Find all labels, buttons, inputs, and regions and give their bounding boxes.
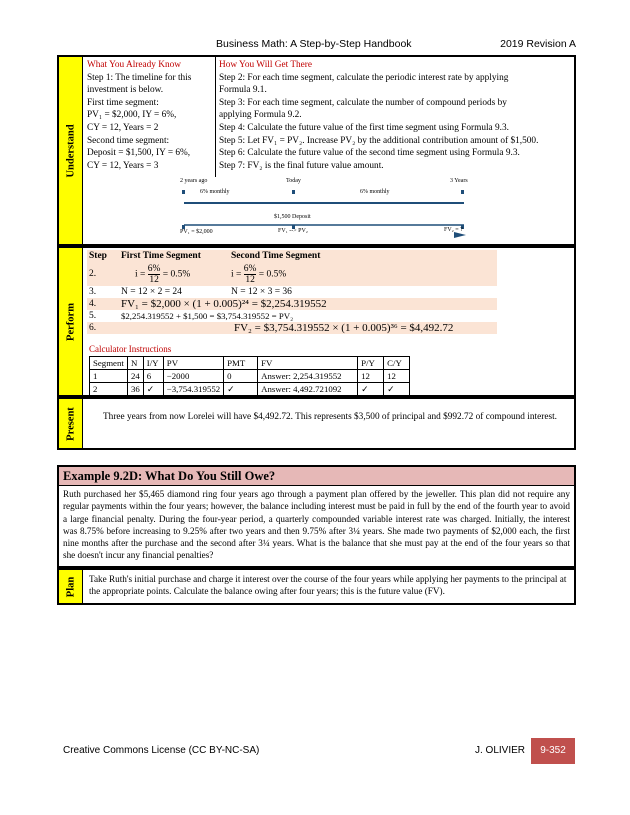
calc-cell: 0 [224,370,258,383]
calc-header: P/Y [358,357,384,370]
license: Creative Commons License (CC BY-NC-SA) [63,745,260,756]
col-step: Step [87,250,119,262]
col-first: First Time Segment [119,250,229,262]
calc-row [90,370,410,383]
known-line: CY = 12, Years = 2 [87,122,159,133]
method-line: Step 2: For each time segment, calculate the periodic interest rate by applying [219,72,509,83]
present-section [57,397,576,450]
author: J. OLIVIER [475,745,526,756]
tick-today [292,190,295,194]
page-number: 9-352 [531,738,575,764]
calc-row [90,383,410,396]
calc-cell: Answer: 4,492.721092 [258,383,358,396]
known-lines [87,72,213,173]
method-line: Step 7: FV₂ is the final future value amount. [219,160,384,171]
calc-title: Calculator Instructions [89,344,172,354]
book-title: Business Math: A Step-by-Step Handbook [216,38,412,50]
calc-cell: 12 [358,370,384,383]
tl-rate2: 6% monthly [360,189,390,195]
tick-start [182,190,185,194]
col-second: Second Time Segment [229,250,497,262]
known-line: Second time segment: [87,135,170,146]
step3-first: N = 12 × 2 = 24 [121,287,182,297]
page-header [216,38,576,50]
known-line: CY = 12, Years = 3 [87,160,159,171]
calc-header: I/Y [143,357,163,370]
calc-cell: 36 [128,383,144,396]
timeline-diagram [174,177,474,245]
calc-header: Segment [90,357,128,370]
calc-cell: Answer: 2,254.319552 [258,370,358,383]
known-column [87,59,213,172]
tl-today: Today [286,178,301,184]
tl-deposit: $1,500 Deposit [274,214,311,220]
plan-text: Take Ruth's initial purchase and charge it interest over the course of the four years while applying her payments to the principal at the appropriate points. Calculate the balance owing after four years; this is the future value (FV). [89,574,567,597]
tl-start: 2 years ago [180,178,208,184]
perform-section [57,246,576,397]
method-column [219,59,574,172]
step3-second: N = 12 × 3 = 36 [231,287,292,297]
tl-end: 3 Years [450,178,468,184]
calc-cell: 24 [128,370,144,383]
calc-cell: 12 [384,370,410,383]
present-text: Three years from now Lorelei will have $4,492.72. This represents $3,500 of principal and $992.72 of compound interest. [103,412,557,422]
present-label: Present [59,399,83,448]
calc-cell: 1 [90,370,128,383]
example-title: Example 9.2D: What Do You Still Owe? [59,467,574,486]
example-body: Ruth purchased her $5,465 diamond ring four years ago through a payment plan offered by the jeweller. This plan did not require any regular payments within the four years; however, the balance including interest must be paid in full by the end of the fourth year to avoid a large financial penalty. During the four-year period, a quarterly compounded variable interest rate was charged. Initially, the interest was 8.75% before increasing to 9.25% after two years and then 9.75% after 3¼ years. She made two payments of $2,000 each, the first nine months after the purchase and the second after 3¼ years. What is the balance that she must pay at the end of the four years so that she doesn't incur any financial penalties? [63,489,570,561]
tl-rate1: 6% monthly [200,189,230,195]
step2-first: i = $\frac{6\%}{12}$ = 0.5% [119,262,229,286]
calc-header: FV [258,357,358,370]
step-row-3: 3. N = 12 × 2 = 24 N = 12 × 3 = 36 [87,286,497,298]
example-box [57,465,576,568]
calculator-table [89,356,410,396]
perform-label: Perform [59,248,83,395]
step2-second: i = $\frac{6\%}{12}$ = 0.5% [229,262,497,286]
method-line: Step 6: Calculate the future value of the second time segment using Formula 9.3. [219,148,520,159]
calc-cell: 6 [143,370,163,383]
step6-formula: FV₂ = $3,754.319552 × (1 + 0.005)³⁶ = $4,492.72 [119,322,497,334]
method-heading: How You Will Get There [219,60,313,70]
known-line: Deposit = $1,500, IY = 6%, [87,148,191,159]
tl-fv2: FV₂ = ? [444,227,463,233]
calc-cell: ✓ [384,383,410,396]
tl-pv1: PV₁ = $2,000 [180,229,213,235]
method-lines [219,72,574,173]
plan-label: Plan [59,570,83,603]
method-line: Formula 9.1. [219,85,267,96]
method-line: Step 4: Calculate the future value of the first time segment using Formula 9.3. [219,122,509,133]
known-line: First time segment: [87,97,159,108]
step5-formula: $2,254.319552 + $1,500 = $3,754.319552 = PV₂ [121,311,294,321]
step-row-2: 2. i = $\frac{6\%}{12}$ = 0.5% i = $\frac{6\%}{12}$ = 0.5% [87,262,497,286]
step-row-6: 6. FV₂ = $3,754.319552 × (1 + 0.005)³⁶ = $4,492.72 [87,322,497,334]
calc-cell: ✓ [143,383,163,396]
step4-formula: FV₁ = $2,000 × (1 + 0.005)²⁴ = $2,254.319552 [119,298,497,310]
calc-cell: −2000 [163,370,223,383]
method-line: applying Formula 9.2. [219,110,302,121]
revision: 2019 Revision A [500,38,576,50]
calc-header: N [128,357,144,370]
timeline [174,177,474,245]
tl-fv1pv2: FV₁ --> PV₂ [278,228,308,234]
understand-section [57,55,576,246]
known-line: Step 1: The timeline for this [87,72,192,83]
method-line: Step 5: Let FV₁ = PV₂. Increase PV₂ by the additional contribution amount of $1,500. [219,135,539,146]
step-row-4: 4. FV₁ = $2,000 × (1 + 0.005)²⁴ = $2,254.319552 [87,298,497,310]
plan-section [57,568,576,605]
calc-cell: 2 [90,383,128,396]
calc-cell: ✓ [358,383,384,396]
calc-cell: −3,754.319552 [163,383,223,396]
calc-cell: ✓ [224,383,258,396]
understand-label: Understand [59,57,83,244]
known-line: investment is below. [87,85,164,96]
method-line: Step 3: For each time segment, calculate the number of compound periods by [219,97,507,108]
calc-header: PMT [224,357,258,370]
calc-header: PV [163,357,223,370]
tick-end [461,190,464,194]
calc-header: C/Y [384,357,410,370]
step-row-5: 5. $2,254.319552 + $1,500 = $3,754.319552 = PV₂ [87,310,497,322]
steps-table [87,250,497,334]
known-heading: What You Already Know [87,60,181,70]
known-line: PV₁ = $2,000, IY = 6%, [87,110,177,121]
